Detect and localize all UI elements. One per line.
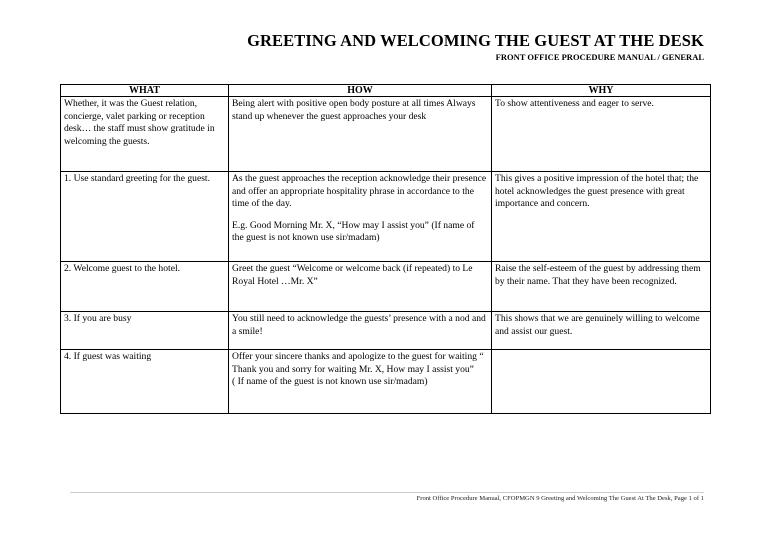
how-note-text: ( If name of the guest is not known use sir/madam) <box>232 376 428 387</box>
why-cell <box>492 172 711 262</box>
table-row <box>61 172 711 262</box>
what-cell <box>61 350 229 414</box>
document-title: GREETING AND WELCOMING THE GUEST AT THE DESK <box>247 31 704 50</box>
what-cell <box>61 262 229 312</box>
how-cell <box>229 97 492 172</box>
why-cell <box>492 262 711 312</box>
header-why: WHY <box>492 85 711 97</box>
footer-divider <box>70 492 704 493</box>
why-cell <box>492 312 711 350</box>
why-text: To show attentiveness and eager to serve. <box>495 98 654 109</box>
why-text: This gives a positive impression of the hotel that; the hotel acknowledges the guest presence with great importance and concern. <box>495 173 699 209</box>
how-text: Being alert with positive open body posture at all times Always stand up whenever the guest approaches your desk <box>232 98 476 122</box>
page-footer: Front Office Procedure Manual, CFOPMGN 9 Greeting and Welcoming The Guest At The Desk, Page 1 of 1 <box>416 495 704 502</box>
table-row <box>61 97 711 172</box>
what-cell <box>61 312 229 350</box>
how-text: You still need to acknowledge the guests’ presence with a nod and a smile! <box>232 313 486 337</box>
how-text: As the guest approaches the reception acknowledge their presence and offer an appropriate hospitality phrase in accordance to the time of the day. <box>232 173 487 209</box>
what-text: 4. If guest was waiting <box>64 351 152 362</box>
how-cell <box>229 350 492 414</box>
table-row <box>61 312 711 350</box>
table-header-row <box>61 85 711 97</box>
what-text: 2. Welcome guest to the hotel. <box>64 263 181 274</box>
what-text: Whether, it was the Guest relation, concierge, valet parking or reception desk… the staff must show gratitude in welcoming the guests. <box>64 98 215 147</box>
table-row <box>61 262 711 312</box>
how-example-text: E.g. Good Morning Mr. X, “How may I assist you” (If name of the guest is not known use sir/madam) <box>232 219 475 243</box>
how-cell <box>229 262 492 312</box>
why-text: This shows that we are genuinely willing to welcome and assist our guest. <box>495 313 700 337</box>
what-cell <box>61 97 229 172</box>
what-text: 1. Use standard greeting for the guest. <box>64 173 210 184</box>
what-text: 3. If you are busy <box>64 313 132 324</box>
header-what: WHAT <box>61 85 229 97</box>
why-text: Raise the self-esteem of the guest by addressing them by their name. That they have been recognized. <box>495 263 701 287</box>
how-text: Offer your sincere thanks and apologize to the guest for waiting “ Thank you and sorry for waiting Mr. X, How may I assist you” <box>232 351 484 375</box>
why-cell <box>492 350 711 414</box>
procedure-table <box>60 84 711 414</box>
why-cell <box>492 97 711 172</box>
document-subtitle: FRONT OFFICE PROCEDURE MANUAL / GENERAL <box>495 52 704 62</box>
how-cell <box>229 172 492 262</box>
what-cell <box>61 172 229 262</box>
header-how: HOW <box>229 85 492 97</box>
table-row <box>61 350 711 414</box>
how-text: Greet the guest “Welcome or welcome back (if repeated) to Le Royal Hotel …Mr. X” <box>232 263 473 287</box>
how-cell <box>229 312 492 350</box>
